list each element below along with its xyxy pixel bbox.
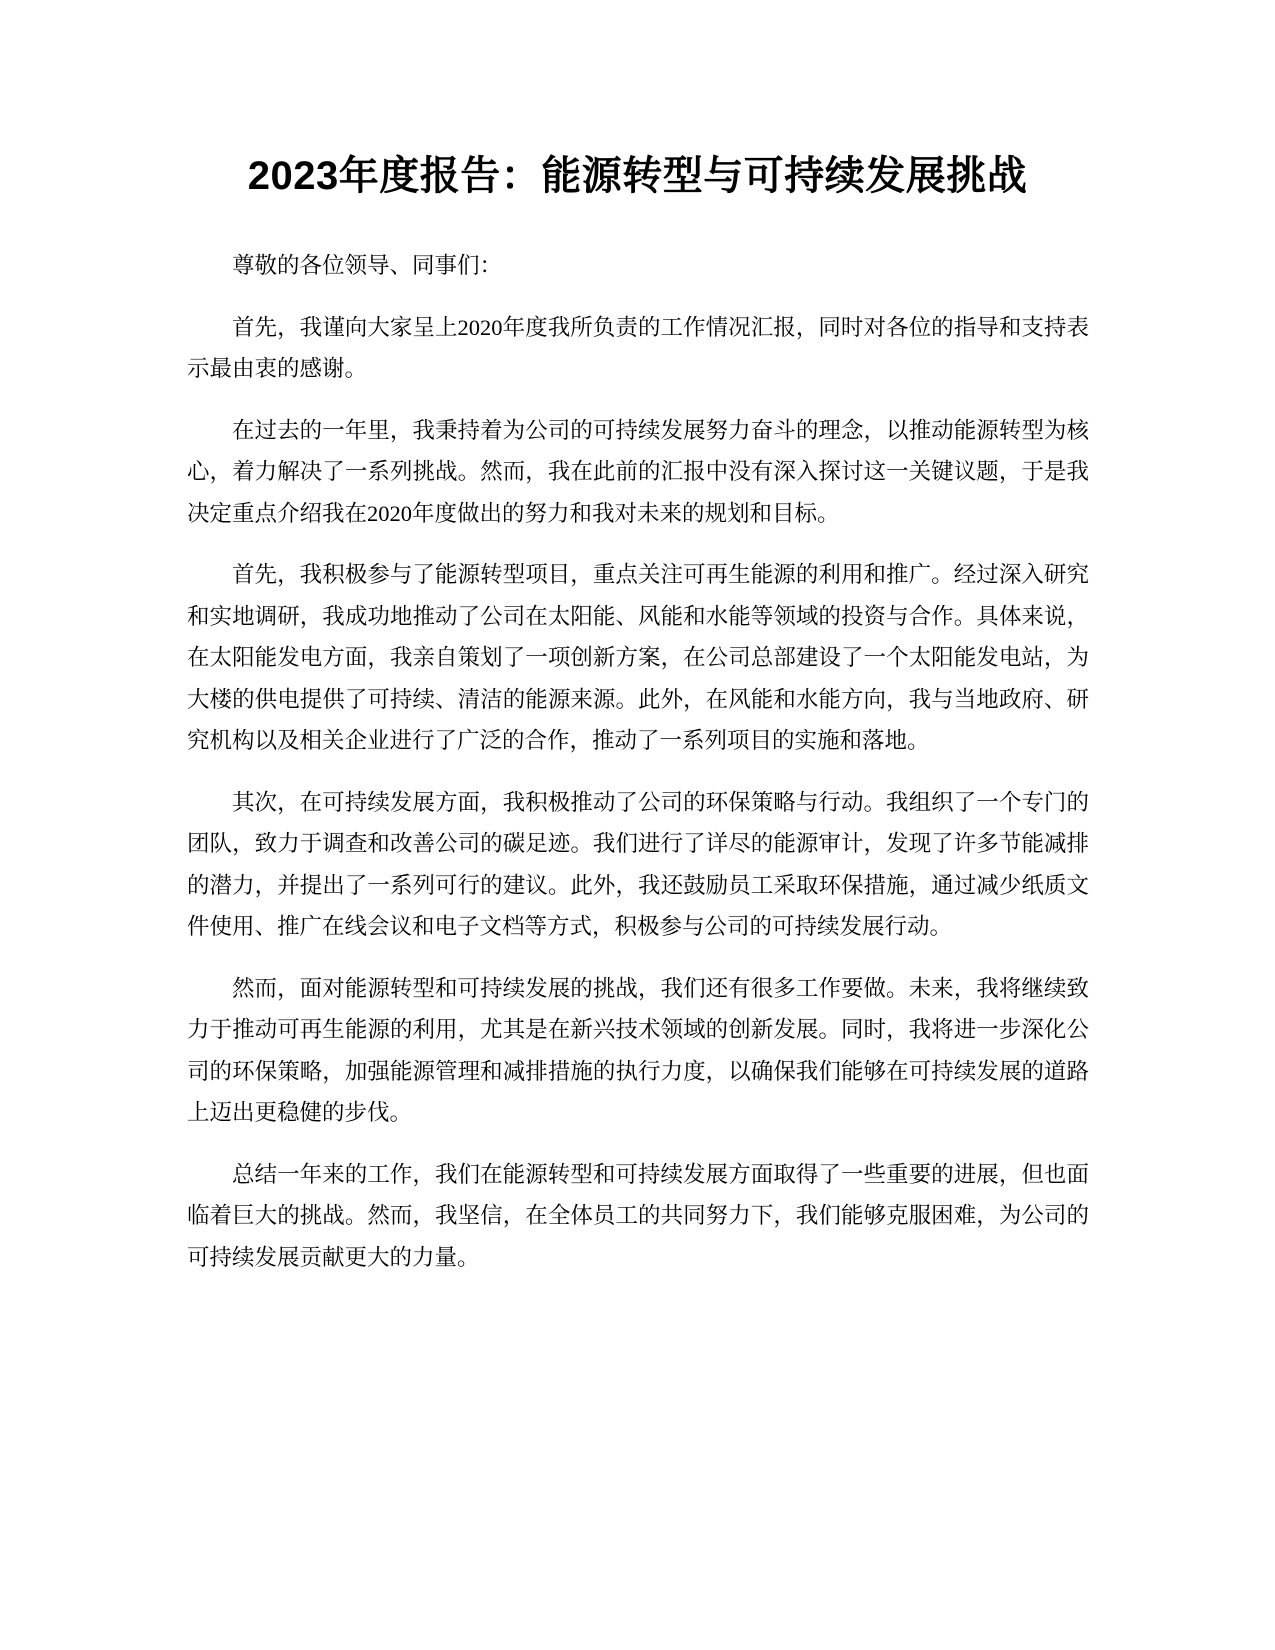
paragraph-salutation: 尊敬的各位领导、同事们： [232, 253, 503, 278]
paragraph-summary: 总结一年来的工作，我们在能源转型和可持续发展方面取得了一些重要的进展，但也面临着巨大的挑战。然而，我坚信，在全体员工的共同努力下，我们能够克服困难，为公司的可持续发展贡献更大的力量。 [187, 1161, 1089, 1270]
paragraph-sustainability: 其次，在可持续发展方面，我积极推动了公司的环保策略与行动。我组织了一个专门的团队，致力于调查和改善公司的碳足迹。我们进行了详尽的能源审计，发现了许多节能减排的潜力，并提出了一系列可行的建议。此外，我还鼓励员工采取环保措施，通过减少纸质文件使用、推广在线会议和电子文档等方式，积极参与公司的可持续发展行动。 [187, 789, 1089, 939]
paragraph-opening: 首先，我谨向大家呈上2020年度我所负责的工作情况汇报，同时对各位的指导和支持表示最由衷的感谢。 [187, 314, 1089, 381]
paragraph-energy-transition: 首先，我积极参与了能源转型项目，重点关注可再生能源的利用和推广。经过深入研究和实地调研，我成功地推动了公司在太阳能、风能和水能等领域的投资与合作。具体来说，在太阳能发电方面，我亲自策划了一项创新方案，在公司总部建设了一个太阳能发电站，为大楼的供电提供了可持续、清洁的能源来源。此外，在风能和水能方向，我与当地政府、研究机构以及相关企业进行了广泛的合作，推动了一系列项目的实施和落地。 [187, 562, 1089, 753]
paragraph-future-plans: 然而，面对能源转型和可持续发展的挑战，我们还有很多工作要做。未来，我将继续致力于推动可再生能源的利用，尤其是在新兴技术领域的创新发展。同时，我将进一步深化公司的环保策略，加强能源管理和减排措施的执行力度，以确保我们能够在可持续发展的道路上迈出更稳健的步伐。 [187, 975, 1089, 1125]
document-body [187, 245, 1089, 1298]
document-title: 2023年度报告：能源转型与可持续发展挑战 [247, 154, 1028, 198]
paragraph-overview: 在过去的一年里，我秉持着为公司的可持续发展努力奋斗的理念，以推动能源转型为核心，着力解决了一系列挑战。然而，我在此前的汇报中没有深入探讨这一关键议题，于是我决定重点介绍我在2020年度做出的努力和我对未来的规划和目标。 [187, 417, 1089, 526]
